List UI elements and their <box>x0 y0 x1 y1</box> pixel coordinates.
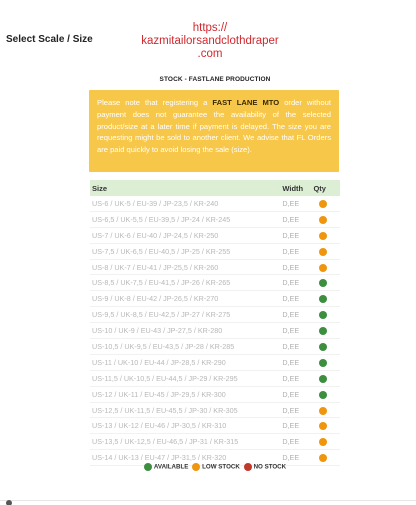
radio-icon[interactable] <box>6 500 12 505</box>
qty-cell <box>311 370 340 386</box>
qty-cell <box>311 259 340 275</box>
table-row[interactable] <box>90 196 340 211</box>
stock-status-dot-icon <box>319 200 327 208</box>
size-cell: US-9,5 / UK-8,5 / EU-42,5 / JP-27 / KR-275 <box>90 307 280 323</box>
table-row[interactable] <box>90 211 340 227</box>
size-cell: US-11,5 / UK-10,5 / EU-44,5 / JP-29 / KR-295 <box>90 370 280 386</box>
width-cell: D,EE <box>280 354 311 370</box>
width-cell: D,EE <box>280 370 311 386</box>
width-cell: D,EE <box>280 211 311 227</box>
table-row[interactable] <box>90 418 340 434</box>
stock-status-dot-icon <box>319 327 327 335</box>
stock-status-dot-icon <box>319 407 327 415</box>
width-cell: D,EE <box>280 386 311 402</box>
table-row[interactable] <box>90 434 340 450</box>
stock-status-dot-icon <box>319 216 327 224</box>
table-row[interactable] <box>90 370 340 386</box>
size-cell: US-12,5 / UK-11,5 / EU-45,5 / JP-30 / KR-305 <box>90 402 280 418</box>
width-cell: D,EE <box>280 243 311 259</box>
qty-cell <box>311 211 340 227</box>
width-cell: D,EE <box>280 323 311 339</box>
stock-status-dot-icon <box>319 264 327 272</box>
table-row[interactable] <box>90 402 340 418</box>
qty-cell <box>311 243 340 259</box>
legend-no-stock <box>244 463 287 471</box>
table-row[interactable] <box>90 354 340 370</box>
width-cell: D,EE <box>280 196 311 211</box>
low-stock-dot-icon <box>192 463 200 471</box>
stock-status-dot-icon <box>319 359 327 367</box>
stock-status-dot-icon <box>319 311 327 319</box>
qty-cell <box>311 402 340 418</box>
stock-status-dot-icon <box>319 375 327 383</box>
top-bar <box>0 0 416 72</box>
width-cell: D,EE <box>280 434 311 450</box>
watermark-url[interactable] <box>140 22 280 61</box>
stock-legend <box>80 463 350 471</box>
notice-text-after: order without payment does not guarantee the availability of the selected product/size at a later time if payment is delayed. The size you are requesting might be sold to another client. We advise that FL Orders are paid quickly to avoid losing the sale (size). <box>97 98 331 155</box>
qty-cell <box>311 227 340 243</box>
size-cell: US-6,5 / UK-5,5 / EU-39,5 / JP-24 / KR-245 <box>90 211 280 227</box>
qty-cell <box>311 323 340 339</box>
watermark-line-1: https:// <box>192 22 228 34</box>
qty-cell <box>311 196 340 211</box>
stock-status-dot-icon <box>319 248 327 256</box>
notice-bold-text: FAST LANE MTO <box>212 98 280 107</box>
panel-title: STOCK - FASTLANE PRODUCTION <box>159 76 271 83</box>
size-cell: US-7,5 / UK-6,5 / EU-40,5 / JP-25 / KR-255 <box>90 243 280 259</box>
table-row[interactable] <box>90 339 340 355</box>
width-cell: D,EE <box>280 227 311 243</box>
table-row[interactable] <box>90 386 340 402</box>
width-cell: D,EE <box>280 450 311 466</box>
column-header-width: Width <box>280 180 311 196</box>
qty-cell <box>311 386 340 402</box>
size-cell: US-8,5 / UK-7,5 / EU-41,5 / JP-26 / KR-265 <box>90 275 280 291</box>
qty-cell <box>311 275 340 291</box>
width-cell: D,EE <box>280 307 311 323</box>
size-cell: US-14 / UK-13 / EU-47 / JP-31,5 / KR-320 <box>90 450 280 466</box>
size-cell: US-8 / UK-7 / EU-41 / JP-25,5 / KR-260 <box>90 259 280 275</box>
size-cell: US-10 / UK-9 / EU-43 / JP-27,5 / KR-280 <box>90 323 280 339</box>
table-row[interactable] <box>90 307 340 323</box>
legend-low-stock <box>192 463 240 471</box>
watermark-line-3: .com <box>197 48 223 60</box>
stock-status-dot-icon <box>319 454 327 462</box>
width-cell: D,EE <box>280 418 311 434</box>
legend-available <box>144 463 189 471</box>
size-cell: US-7 / UK-6 / EU-40 / JP-24,5 / KR-250 <box>90 227 280 243</box>
table-row[interactable] <box>90 243 340 259</box>
table-row[interactable] <box>90 275 340 291</box>
column-header-qty: Qty <box>311 180 340 196</box>
legend-available-label: AVAILABLE <box>153 463 189 471</box>
size-cell: US-13 / UK-12 / EU-46 / JP-30,5 / KR-310 <box>90 418 280 434</box>
width-cell: D,EE <box>280 275 311 291</box>
size-cell: US-12 / UK-11 / EU-45 / JP-29,5 / KR-300 <box>90 386 280 402</box>
qty-cell <box>311 339 340 355</box>
watermark-line-2: kazmitailorsandclothdraper <box>141 35 279 47</box>
table-row[interactable] <box>90 227 340 243</box>
size-table <box>90 180 340 466</box>
available-dot-icon <box>144 463 152 471</box>
select-scale-label: Select Scale / Size <box>6 34 93 45</box>
size-cell: US-6 / UK-5 / EU-39 / JP-23,5 / KR-240 <box>90 196 280 211</box>
size-cell: US-11 / UK-10 / EU-44 / JP-28,5 / KR-290 <box>90 354 280 370</box>
table-header-row <box>90 180 340 196</box>
stock-status-dot-icon <box>319 295 327 303</box>
stock-status-dot-icon <box>319 391 327 399</box>
width-cell: D,EE <box>280 291 311 307</box>
stock-panel <box>80 68 350 485</box>
qty-cell <box>311 418 340 434</box>
stock-status-dot-icon <box>319 232 327 240</box>
stock-status-dot-icon <box>319 438 327 446</box>
width-cell: D,EE <box>280 339 311 355</box>
table-row[interactable] <box>90 323 340 339</box>
size-table-body <box>90 196 340 466</box>
no-stock-dot-icon <box>244 463 252 471</box>
size-cell: US-10,5 / UK-9,5 / EU-43,5 / JP-28 / KR-285 <box>90 339 280 355</box>
legend-low-stock-label: LOW STOCK <box>202 463 240 471</box>
fastlane-notice <box>89 90 339 172</box>
table-row[interactable] <box>90 259 340 275</box>
qty-cell <box>311 307 340 323</box>
width-cell: D,EE <box>280 259 311 275</box>
legend-no-stock-label: NO STOCK <box>253 463 287 471</box>
bottom-divider <box>0 500 416 501</box>
qty-cell <box>311 354 340 370</box>
notice-text-before: Please note that registering a <box>97 98 213 107</box>
size-cell: US-9 / UK-8 / EU-42 / JP-26,5 / KR-270 <box>90 291 280 307</box>
stock-status-dot-icon <box>319 343 327 351</box>
column-header-size: Size <box>90 180 280 196</box>
stock-status-dot-icon <box>319 279 327 287</box>
table-row[interactable] <box>90 291 340 307</box>
stock-status-dot-icon <box>319 422 327 430</box>
qty-cell <box>311 291 340 307</box>
qty-cell <box>311 434 340 450</box>
size-cell: US-13,5 / UK-12,5 / EU-46,5 / JP-31 / KR-315 <box>90 434 280 450</box>
width-cell: D,EE <box>280 402 311 418</box>
